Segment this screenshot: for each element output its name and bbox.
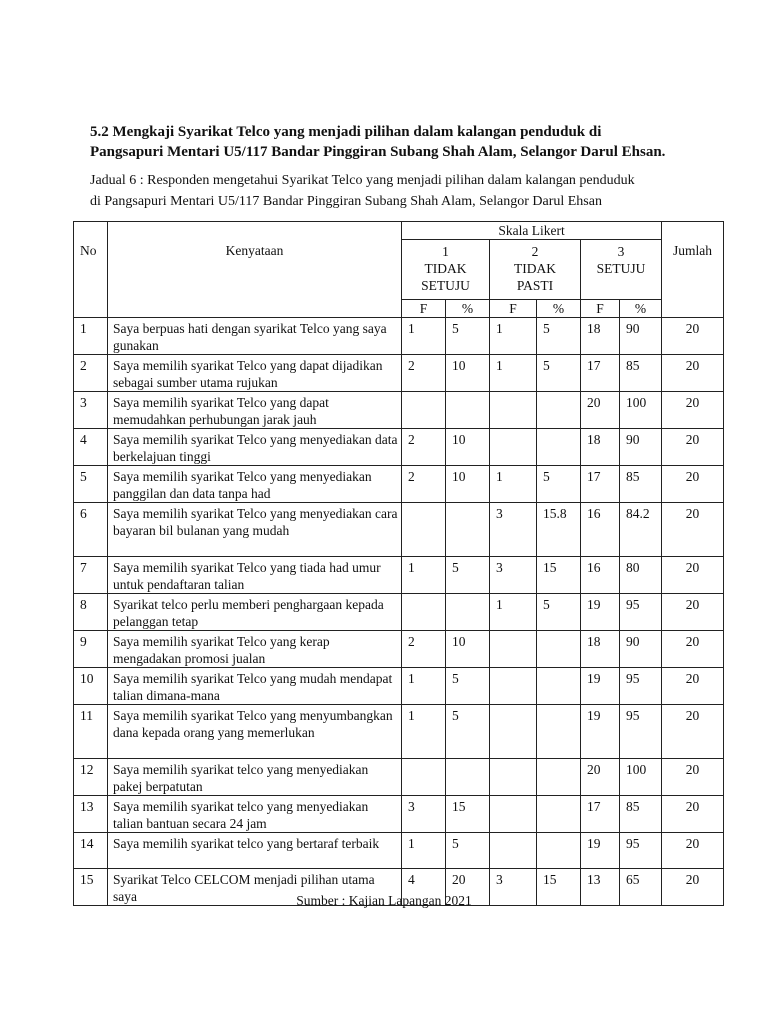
scale1-frequency-cell	[402, 503, 446, 557]
scale3-percent-cell: 65	[620, 869, 662, 906]
table-row	[74, 503, 724, 557]
scale2-frequency-cell: 1	[490, 466, 537, 503]
total-cell: 20	[662, 594, 724, 631]
row-number-cell: 1	[74, 318, 108, 355]
scale-1-label-line1: TIDAK	[424, 261, 467, 276]
statement-cell: Saya memilih syarikat Telco yang dapat memudahkan perhubungan jarak jauh	[108, 392, 402, 429]
row-number-cell: 13	[74, 796, 108, 833]
scale1-frequency-cell: 2	[402, 466, 446, 503]
sub-header-f: F	[490, 300, 537, 318]
scale2-percent-cell	[537, 833, 581, 869]
scale1-percent-cell: 10	[446, 429, 490, 466]
scale3-frequency-cell: 18	[581, 631, 620, 668]
scale2-frequency-cell: 1	[490, 355, 537, 392]
heading-line-2: Pangsapuri Mentari U5/117 Bandar Pinggiran Subang Shah Alam, Selangor Darul Ehsan.	[90, 144, 666, 160]
scale2-percent-cell: 5	[537, 466, 581, 503]
scale-3-number: 3	[617, 244, 625, 259]
statement-cell: Saya memilih syarikat Telco yang dapat dijadikan sebagai sumber utama rujukan	[108, 355, 402, 392]
table-row	[74, 318, 724, 355]
statement-cell: Saya memilih syarikat telco yang menyediakan pakej berpatutan	[108, 759, 402, 796]
scale1-frequency-cell	[402, 392, 446, 429]
total-cell: 20	[662, 503, 724, 557]
scale1-frequency-cell: 1	[402, 705, 446, 759]
scale3-percent-cell: 95	[620, 705, 662, 759]
scale1-percent-cell: 5	[446, 705, 490, 759]
row-number-cell: 10	[74, 668, 108, 705]
total-cell: 20	[662, 392, 724, 429]
sub-header-percent: %	[537, 300, 581, 318]
scale2-frequency-cell	[490, 796, 537, 833]
scale1-percent-cell: 10	[446, 466, 490, 503]
scale2-frequency-cell	[490, 392, 537, 429]
scale3-frequency-cell: 20	[581, 759, 620, 796]
scale2-frequency-cell	[490, 631, 537, 668]
statement-cell: Saya memilih syarikat Telco yang mudah mendapat talian dimana-mana	[108, 668, 402, 705]
header-scale-2	[490, 240, 581, 300]
scale3-frequency-cell: 19	[581, 668, 620, 705]
scale1-frequency-cell: 2	[402, 355, 446, 392]
row-number-cell: 8	[74, 594, 108, 631]
scale-3-label-line1: SETUJU	[596, 261, 646, 276]
table-caption	[90, 170, 730, 212]
scale-2-label-line2: PASTI	[516, 278, 554, 293]
scale2-percent-cell	[537, 429, 581, 466]
scale2-frequency-cell: 1	[490, 318, 537, 355]
scale-2-number: 2	[531, 244, 539, 259]
section-heading	[90, 122, 730, 162]
row-number-cell: 11	[74, 705, 108, 759]
scale1-percent-cell	[446, 759, 490, 796]
row-number-cell: 3	[74, 392, 108, 429]
row-number-cell: 2	[74, 355, 108, 392]
total-cell: 20	[662, 429, 724, 466]
statement-cell: Saya memilih syarikat Telco yang menyediakan panggilan dan data tanpa had	[108, 466, 402, 503]
scale1-percent-cell: 15	[446, 796, 490, 833]
table-row	[74, 594, 724, 631]
scale3-frequency-cell: 18	[581, 318, 620, 355]
row-number-cell: 14	[74, 833, 108, 869]
scale3-percent-cell: 90	[620, 318, 662, 355]
sub-header-f: F	[581, 300, 620, 318]
scale3-percent-cell: 95	[620, 833, 662, 869]
sub-header-f: F	[402, 300, 446, 318]
scale3-percent-cell: 95	[620, 668, 662, 705]
scale1-percent-cell: 5	[446, 557, 490, 594]
scale1-frequency-cell: 2	[402, 631, 446, 668]
scale1-percent-cell	[446, 392, 490, 429]
scale-1-number: 1	[442, 244, 449, 259]
scale2-frequency-cell	[490, 833, 537, 869]
table-row	[74, 796, 724, 833]
table-row	[74, 833, 724, 869]
scale2-percent-cell: 5	[537, 355, 581, 392]
scale3-frequency-cell: 19	[581, 705, 620, 759]
header-scale-1	[402, 240, 490, 300]
statement-cell: Syarikat telco perlu memberi penghargaan kepada pelanggan tetap	[108, 594, 402, 631]
scale2-frequency-cell	[490, 429, 537, 466]
scale2-frequency-cell: 3	[490, 557, 537, 594]
scale1-frequency-cell	[402, 759, 446, 796]
scale2-frequency-cell: 3	[490, 869, 537, 906]
row-number-cell: 12	[74, 759, 108, 796]
statement-cell: Saya berpuas hati dengan syarikat Telco yang saya gunakan	[108, 318, 402, 355]
scale3-percent-cell: 85	[620, 796, 662, 833]
scale2-frequency-cell: 1	[490, 594, 537, 631]
row-number-cell: 15	[74, 869, 108, 906]
scale3-percent-cell: 85	[620, 355, 662, 392]
scale3-percent-cell: 80	[620, 557, 662, 594]
row-number-cell: 4	[74, 429, 108, 466]
scale2-frequency-cell	[490, 705, 537, 759]
scale3-percent-cell: 90	[620, 631, 662, 668]
table-row	[74, 759, 724, 796]
scale3-frequency-cell: 13	[581, 869, 620, 906]
total-cell: 20	[662, 796, 724, 833]
scale-2-label-line1: TIDAK	[514, 261, 556, 276]
scale1-frequency-cell: 4	[402, 869, 446, 906]
scale3-frequency-cell: 19	[581, 833, 620, 869]
scale3-frequency-cell: 16	[581, 557, 620, 594]
total-cell: 20	[662, 631, 724, 668]
caption-line-2: di Pangsapuri Mentari U5/117 Bandar Pinggiran Subang Shah Alam, Selangor Darul Ehsan	[90, 194, 602, 209]
table-row	[74, 631, 724, 668]
scale2-percent-cell: 15	[537, 557, 581, 594]
scale2-percent-cell	[537, 668, 581, 705]
table-row	[74, 705, 724, 759]
scale1-frequency-cell: 1	[402, 668, 446, 705]
total-cell: 20	[662, 833, 724, 869]
scale3-frequency-cell: 17	[581, 355, 620, 392]
scale1-frequency-cell: 1	[402, 833, 446, 869]
scale3-frequency-cell: 17	[581, 466, 620, 503]
statement-cell: Saya memilih syarikat telco yang menyediakan talian bantuan secara 24 jam	[108, 796, 402, 833]
row-number-cell: 7	[74, 557, 108, 594]
total-cell: 20	[662, 668, 724, 705]
table-row	[74, 668, 724, 705]
row-number-cell: 9	[74, 631, 108, 668]
scale3-percent-cell: 85	[620, 466, 662, 503]
scale3-percent-cell: 95	[620, 594, 662, 631]
scale2-frequency-cell: 3	[490, 503, 537, 557]
scale1-percent-cell: 10	[446, 355, 490, 392]
total-cell: 20	[662, 557, 724, 594]
statement-cell: Syarikat Telco CELCOM menjadi pilihan utama saya	[108, 869, 402, 906]
total-cell: 20	[662, 466, 724, 503]
scale3-frequency-cell: 17	[581, 796, 620, 833]
row-number-cell: 5	[74, 466, 108, 503]
table-body	[74, 318, 724, 906]
sub-header-percent: %	[446, 300, 490, 318]
scale3-frequency-cell: 18	[581, 429, 620, 466]
table-row	[74, 466, 724, 503]
table-row	[74, 392, 724, 429]
scale3-frequency-cell: 20	[581, 392, 620, 429]
row-number-cell: 6	[74, 503, 108, 557]
scale2-percent-cell: 15	[537, 869, 581, 906]
scale3-frequency-cell: 16	[581, 503, 620, 557]
likert-table	[73, 221, 724, 906]
statement-cell: Saya memilih syarikat Telco yang menyediakan data berkelajuan tinggi	[108, 429, 402, 466]
table-row	[74, 355, 724, 392]
scale2-frequency-cell	[490, 668, 537, 705]
scale2-percent-cell: 5	[537, 594, 581, 631]
heading-line-1: 5.2 Mengkaji Syarikat Telco yang menjadi pilihan dalam kalangan penduduk di	[90, 124, 602, 140]
scale3-frequency-cell: 19	[581, 594, 620, 631]
table-row	[74, 429, 724, 466]
scale2-percent-cell	[537, 392, 581, 429]
scale1-frequency-cell: 3	[402, 796, 446, 833]
scale1-frequency-cell: 2	[402, 429, 446, 466]
scale1-percent-cell: 5	[446, 833, 490, 869]
header-no: No	[74, 222, 108, 318]
scale2-percent-cell	[537, 705, 581, 759]
scale1-frequency-cell	[402, 594, 446, 631]
scale1-percent-cell: 20	[446, 869, 490, 906]
statement-cell: Saya memilih syarikat Telco yang kerap mengadakan promosi jualan	[108, 631, 402, 668]
total-cell: 20	[662, 318, 724, 355]
scale1-percent-cell: 5	[446, 668, 490, 705]
scale3-percent-cell: 90	[620, 429, 662, 466]
total-cell: 20	[662, 759, 724, 796]
scale1-percent-cell	[446, 503, 490, 557]
scale1-percent-cell: 5	[446, 318, 490, 355]
scale1-frequency-cell: 1	[402, 318, 446, 355]
scale2-percent-cell	[537, 796, 581, 833]
scale2-percent-cell	[537, 759, 581, 796]
caption-line-1: Jadual 6 : Responden mengetahui Syarikat Telco yang menjadi pilihan dalam kalangan penduduk	[90, 173, 635, 188]
source-note: Sumber : Kajian Lapangan 2021	[296, 893, 472, 908]
scale1-frequency-cell: 1	[402, 557, 446, 594]
table-row	[74, 557, 724, 594]
statement-cell: Saya memilih syarikat Telco yang menyediakan cara bayaran bil bulanan yang mudah	[108, 503, 402, 557]
header-statement: Kenyataan	[108, 222, 402, 318]
statement-cell: Saya memilih syarikat telco yang bertaraf terbaik	[108, 833, 402, 869]
scale3-percent-cell: 84.2	[620, 503, 662, 557]
total-cell: 20	[662, 869, 724, 906]
scale1-percent-cell	[446, 594, 490, 631]
sub-header-percent: %	[620, 300, 662, 318]
scale3-percent-cell: 100	[620, 759, 662, 796]
header-scale-3	[581, 240, 662, 300]
scale3-percent-cell: 100	[620, 392, 662, 429]
scale2-frequency-cell	[490, 759, 537, 796]
scale2-percent-cell: 15.8	[537, 503, 581, 557]
header-total: Jumlah	[662, 222, 724, 318]
header-likert-scale: Skala Likert	[402, 222, 662, 240]
statement-cell: Saya memilih syarikat Telco yang tiada had umur untuk pendaftaran talian	[108, 557, 402, 594]
total-cell: 20	[662, 705, 724, 759]
total-cell: 20	[662, 355, 724, 392]
statement-cell: Saya memilih syarikat Telco yang menyumbangkan dana kepada orang yang memerlukan	[108, 705, 402, 759]
scale2-percent-cell: 5	[537, 318, 581, 355]
scale1-percent-cell: 10	[446, 631, 490, 668]
scale-1-label-line2: SETUJU	[421, 278, 470, 293]
scale2-percent-cell	[537, 631, 581, 668]
